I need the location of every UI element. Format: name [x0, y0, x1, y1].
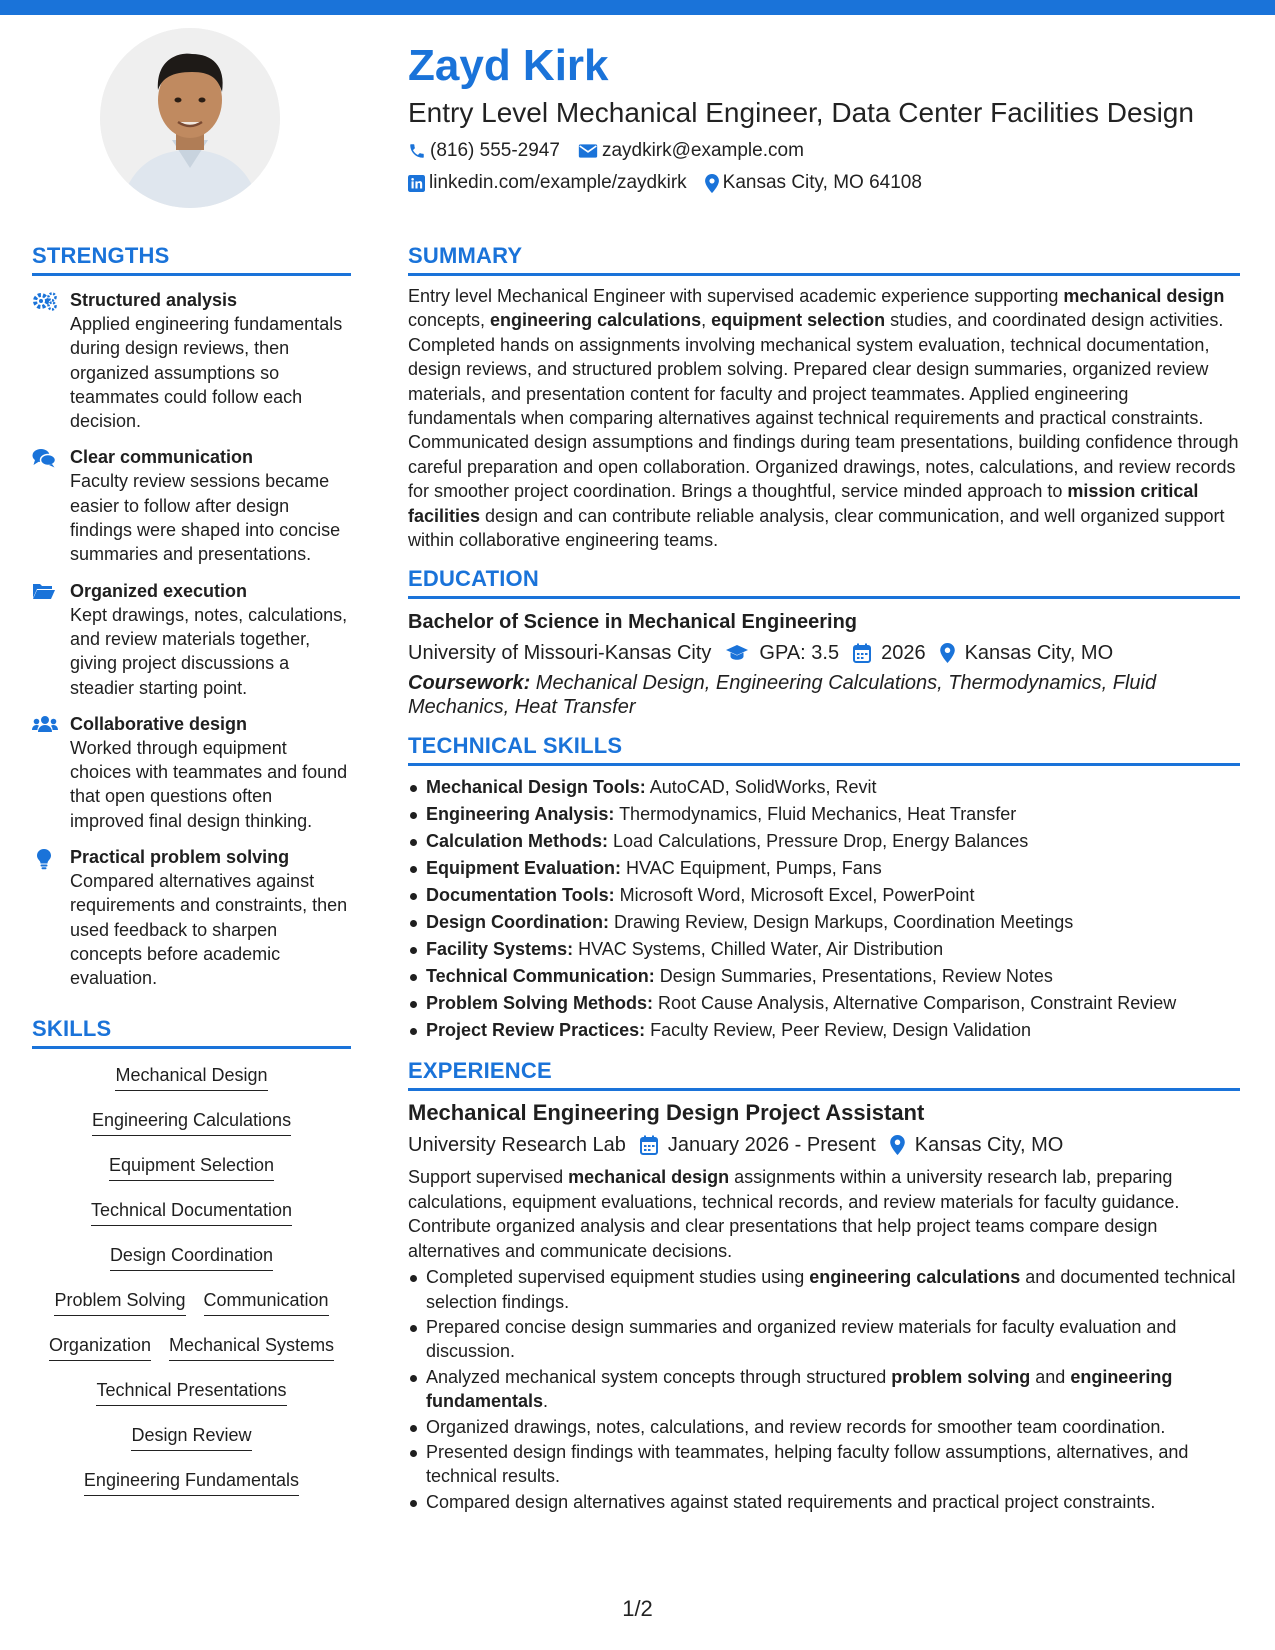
strength-item	[32, 579, 351, 700]
skill-tag: Engineering Calculations	[92, 1108, 291, 1136]
list-item: Completed supervised equipment studies using engineering calculations and documented technical selection findings.	[408, 1265, 1240, 1314]
job-bullets	[408, 1265, 1240, 1514]
list-item: Design Coordination: Drawing Review, Design Markups, Coordination Meetings	[408, 909, 1240, 936]
experience-heading: EXPERIENCE	[408, 1057, 1240, 1091]
degree-title: Bachelor of Science in Mechanical Engineering	[408, 611, 858, 634]
skill-tag: Communication	[204, 1288, 329, 1316]
comments-icon	[32, 448, 56, 468]
list-item: Presented design findings with teammates, helping faculty follow assumptions, alternatives, and technical results.	[408, 1440, 1240, 1489]
education-heading: EDUCATION	[408, 565, 1240, 599]
map-pin-icon	[890, 1135, 905, 1155]
page-number: 1/2	[622, 1596, 653, 1621]
users-icon	[32, 715, 58, 733]
strengths-heading: STRENGTHS	[32, 242, 351, 276]
lightbulb-icon	[32, 848, 56, 870]
strength-item	[32, 445, 351, 566]
list-item: Documentation Tools: Microsoft Word, Microsoft Excel, PowerPoint	[408, 882, 1240, 909]
right-column	[408, 242, 1240, 1515]
gpa: GPA: 3.5	[759, 642, 840, 665]
skills-list	[32, 1063, 351, 1513]
summary-text: Entry level Mechanical Engineer with supervised academic experience supporting mechanical design concepts, engineering calculations, equipment selection studies, and coordinated design activities. Completed hands on assignments involving mechanical system evaluation, technical documentation, design reviews, and structured problem solving. Prepared clear design summaries, organized review materials, and presentation content for faculty and project teammates. Applied engineering fundamentals when comparing alternatives against technical requirements and practical constraints. Communicated design assumptions and findings during team presentations, building confidence through careful preparation and open collaboration. Organized drawings, notes, calculations, and review records for smoother project coordination. Brings a thoughtful, service minded approach to mission critical facilities design and can contribute reliable analysis, clear communication, and well organized support within collaborative engineering teams.	[408, 286, 1239, 551]
map-pin-icon	[940, 643, 955, 663]
skill-tag: Organization	[49, 1333, 151, 1361]
linkedin-icon	[408, 175, 425, 192]
avatar	[100, 28, 280, 208]
strength-title: Structured analysis	[70, 290, 238, 310]
graduation-year: 2026	[881, 642, 926, 665]
contact-row-1	[408, 140, 1238, 162]
strength-text: Kept drawings, notes, calculations, and review materials together, giving project discussions a steadier starting point.	[70, 604, 348, 698]
linkedin-contact[interactable]	[408, 172, 687, 194]
candidate-name: Zayd Kirk	[408, 41, 609, 90]
calendar-icon	[640, 1135, 658, 1155]
strength-text: Faculty review sessions became easier to follow after design findings were shaped into concise summaries and presentations.	[70, 471, 341, 565]
skill-tag: Mechanical Design	[115, 1063, 267, 1091]
phone-icon	[408, 142, 426, 160]
strength-title: Clear communication	[70, 447, 254, 468]
strength-text: Worked through equipment choices with teammates and found that open questions often improved final design thinking.	[70, 737, 348, 831]
list-item: Facility Systems: HVAC Systems, Chilled Water, Air Distribution	[408, 936, 1240, 963]
envelope-icon	[578, 143, 598, 159]
skill-tag: Equipment Selection	[109, 1153, 274, 1181]
strength-title: Organized execution	[70, 580, 248, 601]
skill-tag: Mechanical Systems	[169, 1333, 334, 1361]
job-location: Kansas City, MO	[914, 1134, 1064, 1157]
technical-skills-list	[408, 774, 1240, 1044]
job-dates: January 2026 - Present	[667, 1134, 876, 1157]
list-item: Technical Communication: Design Summaries, Presentations, Review Notes	[408, 963, 1240, 990]
profile-photo	[100, 28, 280, 208]
email-address: zaydkirk@example.com	[601, 140, 804, 161]
list-item: Calculation Methods: Load Calculations, Pressure Drop, Energy Balances	[408, 828, 1240, 855]
top-accent-bar	[0, 0, 1275, 15]
strength-item	[32, 712, 351, 833]
skills-heading: SKILLS	[32, 1015, 351, 1049]
school-location: Kansas City, MO	[964, 642, 1114, 665]
phone-contact[interactable]	[408, 140, 560, 162]
gears-icon	[32, 291, 58, 311]
skill-tag: Design Coordination	[110, 1243, 273, 1271]
email-contact[interactable]	[578, 140, 804, 162]
strength-item	[32, 845, 351, 990]
technical-skills-heading: TECHNICAL SKILLS	[408, 732, 1240, 766]
list-item: Mechanical Design Tools: AutoCAD, SolidWorks, Revit	[408, 774, 1240, 801]
list-item: Prepared concise design summaries and organized review materials for faculty evaluation and discussion.	[408, 1315, 1240, 1364]
resume-header	[408, 40, 1238, 194]
strength-item	[32, 288, 351, 433]
job-description: Support supervised mechanical design assignments within a university research lab, preparing calculations, equipment evaluations, technical records, and review materials for faculty guidance. Contribute organized analysis and clear presentations that help project teams compare design alternatives and communicate decisions.	[408, 1167, 1180, 1261]
contact-row-2	[408, 172, 1238, 194]
calendar-icon	[853, 643, 871, 663]
strength-text: Applied engineering fundamentals during design reviews, then organized assumptions so teammates could follow each decision.	[70, 314, 343, 432]
job-title: Mechanical Engineering Design Project Assistant	[408, 1100, 925, 1126]
organization: University Research Lab	[408, 1134, 626, 1157]
skill-tag: Problem Solving	[54, 1288, 185, 1316]
skill-tag: Technical Presentations	[96, 1378, 286, 1406]
list-item: Organized drawings, notes, calculations, and review records for smoother team coordination.	[408, 1415, 1240, 1439]
list-item: Problem Solving Methods: Root Cause Analysis, Alternative Comparison, Constraint Review	[408, 990, 1240, 1017]
list-item: Compared design alternatives against stated requirements and practical project constraints.	[408, 1490, 1240, 1514]
skill-tag: Engineering Fundamentals	[84, 1468, 299, 1496]
list-item: Analyzed mechanical system concepts through structured problem solving and engineering fundamentals.	[408, 1365, 1240, 1414]
education-meta	[408, 639, 1240, 667]
candidate-role: Entry Level Mechanical Engineer, Data Center Facilities Design	[408, 97, 1194, 128]
phone-number: (816) 555-2947	[430, 140, 560, 161]
strength-title: Collaborative design	[70, 713, 248, 734]
list-item: Engineering Analysis: Thermodynamics, Fluid Mechanics, Heat Transfer	[408, 801, 1240, 828]
school-name: University of Missouri-Kansas City	[408, 642, 712, 665]
graduation-cap-icon	[725, 644, 749, 662]
skill-tag: Technical Documentation	[91, 1198, 292, 1226]
left-column	[32, 242, 351, 1513]
linkedin-url: linkedin.com/example/zaydkirk	[429, 172, 687, 193]
strength-title: Practical problem solving	[70, 847, 290, 868]
location-contact	[705, 172, 922, 194]
location-text: Kansas City, MO 64108	[722, 172, 922, 193]
job-meta	[408, 1131, 1240, 1159]
coursework: Coursework: Mechanical Design, Engineering Calculations, Thermodynamics, Fluid Mechanics, Heat Transfer	[408, 672, 1157, 719]
list-item: Project Review Practices: Faculty Review, Peer Review, Design Validation	[408, 1017, 1240, 1044]
list-item: Equipment Evaluation: HVAC Equipment, Pumps, Fans	[408, 855, 1240, 882]
folder-open-icon	[32, 582, 56, 600]
skill-tag: Design Review	[131, 1423, 251, 1451]
map-pin-icon	[705, 174, 719, 193]
strength-text: Compared alternatives against requirements and constraints, then used feedback to sharpen concepts before academic evaluation.	[70, 871, 348, 989]
summary-heading: SUMMARY	[408, 242, 1240, 276]
